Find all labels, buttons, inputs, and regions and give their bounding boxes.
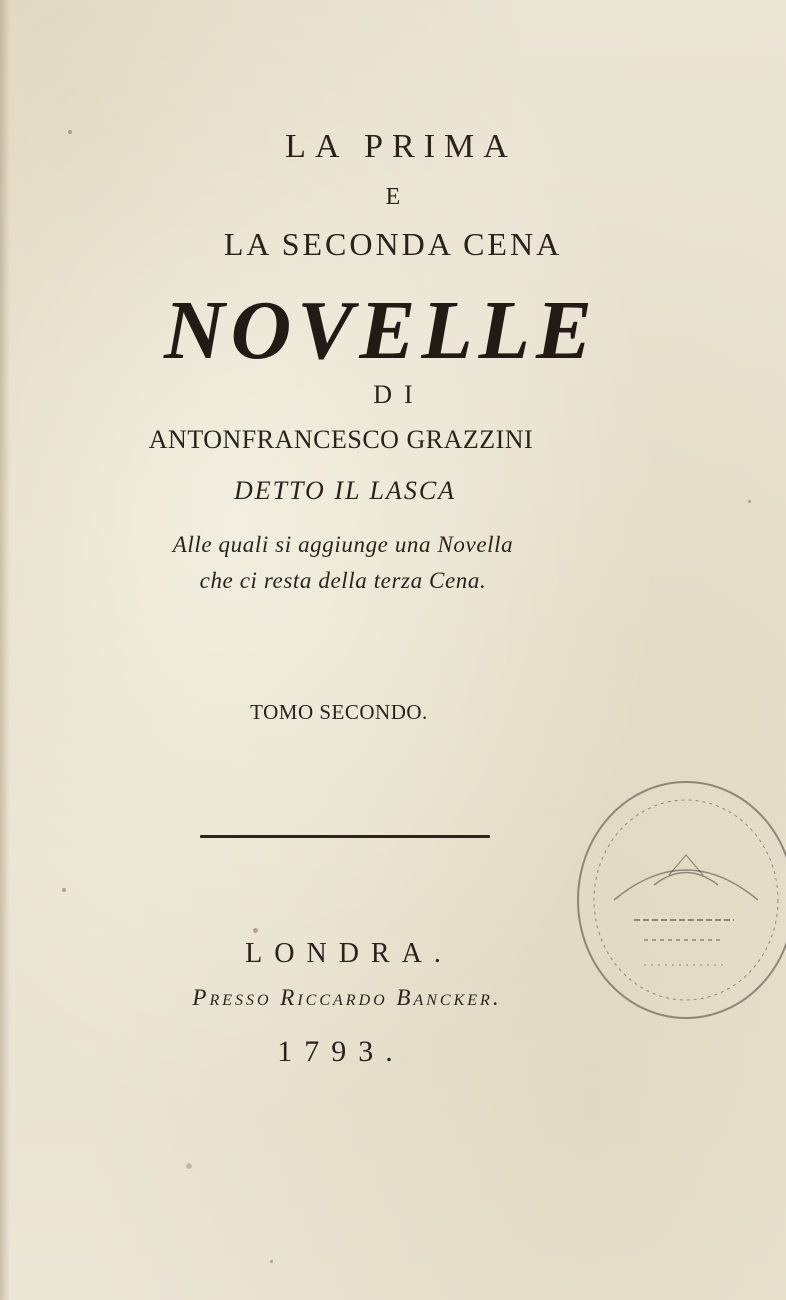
subtitle-line-1: Alle quali si aggiunge una Novella xyxy=(172,532,514,557)
volume-label: TOMO SECONDO. xyxy=(250,700,428,724)
foxing-spot xyxy=(186,1163,192,1169)
foxing-spot xyxy=(62,888,66,892)
library-stamp-icon xyxy=(574,780,786,1025)
title-line-3: LA SECONDA CENA xyxy=(223,226,563,262)
foxing-spot xyxy=(253,928,258,933)
title-line-1: LA PRIMA xyxy=(285,128,517,165)
imprint-year: 1793. xyxy=(277,1035,405,1068)
author-preposition: DI xyxy=(373,380,425,409)
author-name: ANTONFRANCESCO GRAZZINI xyxy=(148,425,534,454)
divider-rule xyxy=(200,835,490,838)
foxing-spot xyxy=(68,130,72,134)
main-title: NOVELLE xyxy=(163,284,599,377)
imprint-publisher: Presso Riccardo Bancker. xyxy=(192,985,502,1010)
title-line-2: E xyxy=(385,184,401,210)
foxing-spot xyxy=(270,1260,273,1263)
author-nickname: DETTO IL LASCA xyxy=(233,476,457,505)
foxing-spot xyxy=(748,500,751,503)
imprint-place: LONDRA. xyxy=(245,938,453,969)
subtitle-line-2: che ci resta della terza Cena. xyxy=(199,568,487,593)
